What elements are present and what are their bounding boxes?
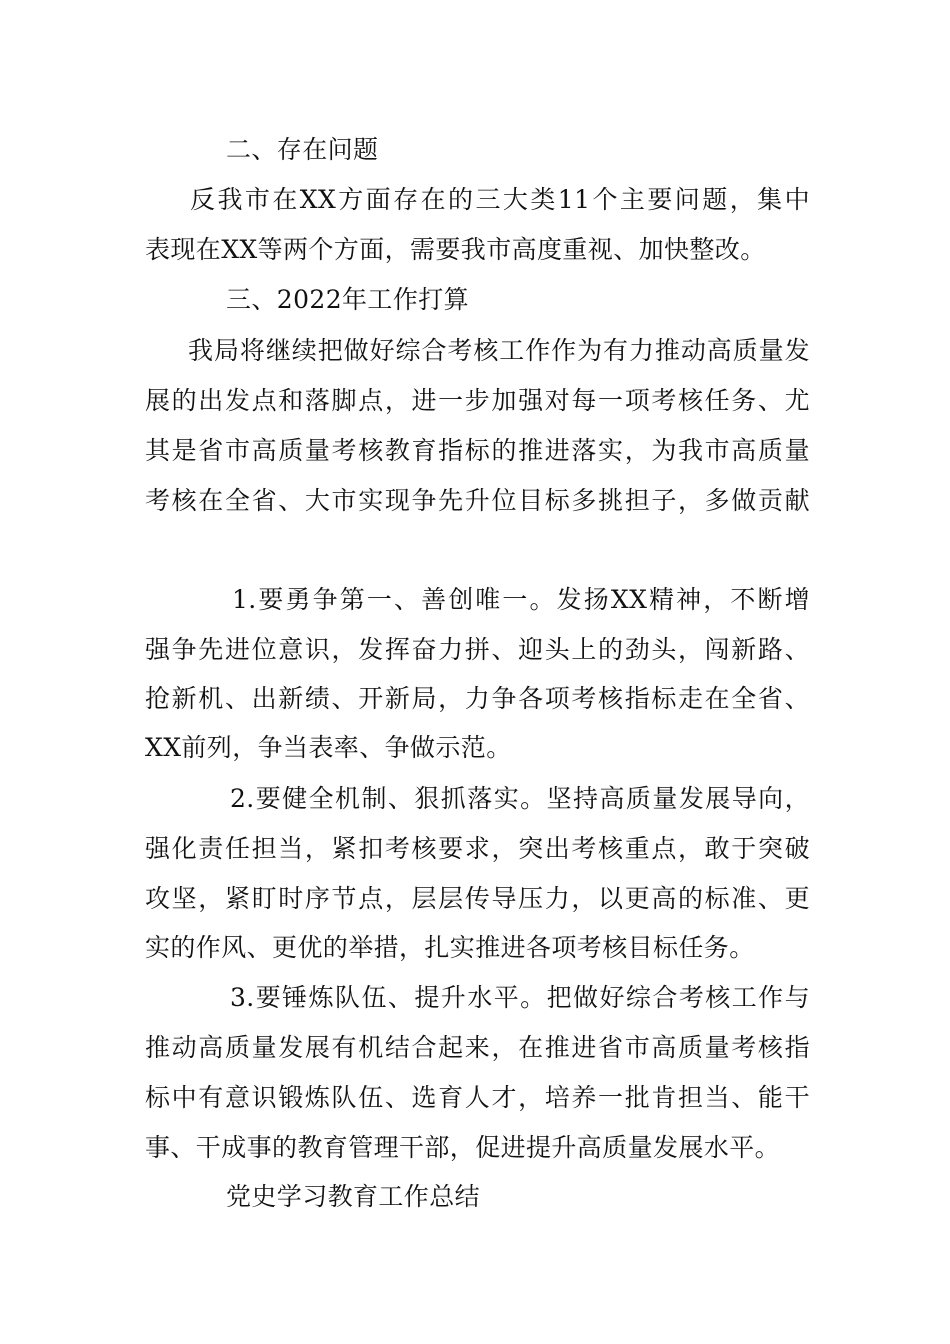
paragraph-line: 反我市在XX方面存在的三大类11个主要问题，集中: [190, 185, 810, 214]
list-item-3-line: 事、干成事的教育管理干部，促进提升高质量发展水平。: [145, 1133, 781, 1162]
list-item-3-line: 3.要锤炼队伍、提升水平。把做好综合考核工作与: [230, 983, 810, 1012]
section-heading-problems: 二、存在问题: [226, 135, 379, 164]
section-heading-plan: 三、2022年工作打算: [226, 285, 470, 314]
list-item-2-line: 实的作风、更优的举措，扎实推进各项考核目标任务。: [145, 933, 755, 962]
paragraph-line: 我局将继续把做好综合考核工作作为有力推动高质量发: [188, 336, 810, 365]
next-section-title: 党史学习教育工作总结: [226, 1182, 481, 1211]
list-item-2-line: 2.要健全机制、狠抓落实。坚持高质量发展导向，: [230, 784, 810, 813]
list-item-1-line: XX前列，争当表率、争做示范。: [145, 733, 512, 762]
list-item-2-line: 攻坚，紧盯时序节点，层层传导压力，以更高的标准、更: [145, 884, 810, 913]
list-item-2-line: 强化责任担当，紧扣考核要求，突出考核重点，敢于突破: [145, 834, 810, 863]
list-item-1-line: 强争先进位意识，发挥奋力拼、迎头上的劲头，闯新路、: [145, 635, 810, 664]
paragraph-line: 表现在XX等两个方面，需要我市高度重视、加快整改。: [145, 235, 766, 264]
list-item-3-line: 推动高质量发展有机结合起来，在推进省市高质量考核指: [145, 1033, 810, 1062]
paragraph-line: 展的出发点和落脚点，进一步加强对每一项考核任务、尤: [145, 386, 810, 415]
paragraph-line: 其是省市高质量考核教育指标的推进落实，为我市高质量: [145, 436, 810, 465]
list-item-3-line: 标中有意识锻炼队伍、选育人才，培养一批肯担当、能干: [145, 1083, 810, 1112]
paragraph-line: 考核在全省、大市实现争先升位目标多挑担子，多做贡献: [145, 486, 810, 515]
list-item-1-line: 1.要勇争第一、善创唯一。发扬XX精神，不断增: [232, 585, 810, 614]
list-item-1-line: 抢新机、出新绩、开新局，力争各项考核指标走在全省、: [145, 684, 810, 713]
